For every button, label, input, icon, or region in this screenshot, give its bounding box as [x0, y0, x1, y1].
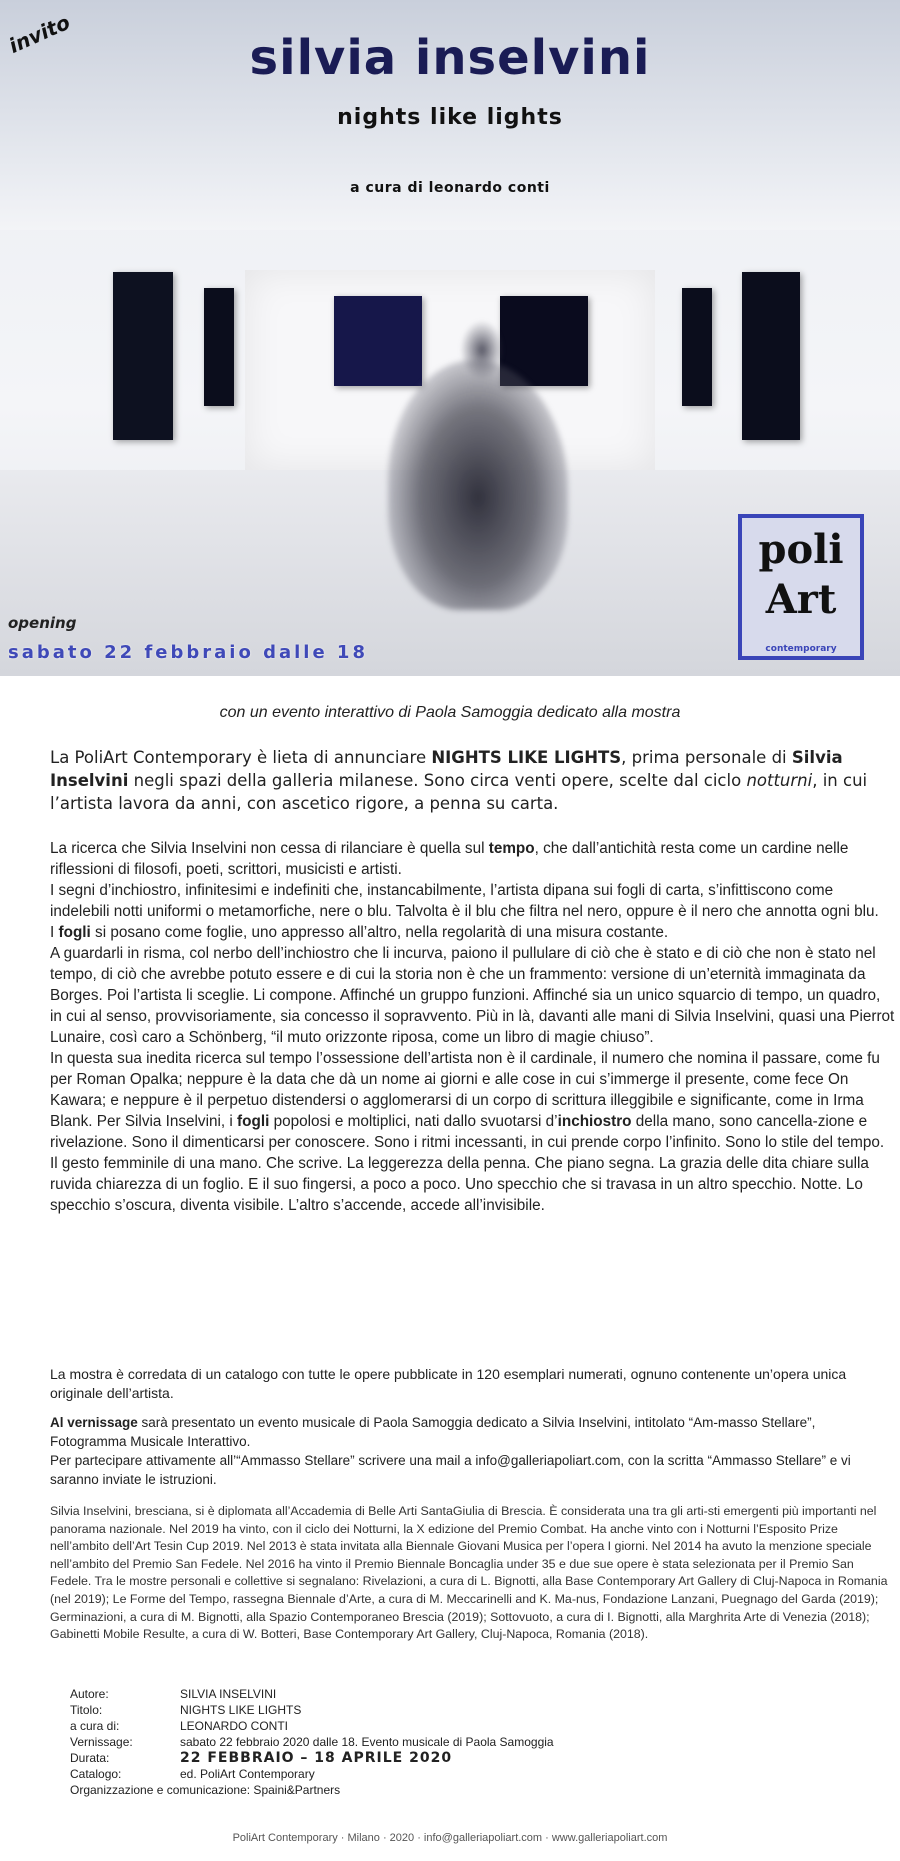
fact-value: SILVIA INSELVINI: [180, 1687, 277, 1701]
intro-artist-name: Silvia Inselvini: [50, 748, 843, 790]
logo-subtitle: contemporary: [765, 644, 837, 654]
fact-value: ed. PoliArt Contemporary: [180, 1767, 315, 1781]
fact-label: Autore:: [70, 1687, 109, 1701]
fact-row: [70, 1718, 850, 1734]
fact-row: [70, 1750, 850, 1766]
essay-text: In questa sua inedita ricerca sul tempo l’ossessione dell’artista non è il cardinale, il numero che nomina il passare, come fu per Roman Opalka; neppure è la data che dà un nome ai giorni e alle cose in cui s’immerge il presente, come fece On Kawara; e neppure è il perpetuo distendersi o agglomerarsi di un corpo di scrittura illeggibile e significante, come in Irma Blank. Per Silvia Inselvini, i: [50, 1050, 880, 1130]
logo-text-poli: poli: [758, 526, 844, 573]
fact-value: sabato 22 febbraio 2020 dalle 18. Evento musicale di Paola Samoggia: [180, 1735, 554, 1749]
invito-label: invito: [5, 9, 74, 58]
essay-text: , che dall’antichità resta come un cardine nelle riflessioni di filosofi, poeti, scrittori, musicisti e artisti.: [50, 840, 849, 878]
fact-row: [70, 1734, 850, 1750]
vernissage-note: [50, 1413, 895, 1489]
essay-paragraph: Il gesto femminile di una mano. Che scrive. La leggerezza della penna. Che piano segna. La grazia delle dita chiare sulla ruvida chiarezza di un foglio. E il suo fingersi, a poco a poco. Uno specchio che si travasa in un altro specchio. Notte. Lo specchio s’oscura, diventa visibile. L’altro s’accende, accede all’invisibile.: [50, 1155, 869, 1214]
fact-row: [70, 1702, 850, 1718]
essay-text: I: [50, 924, 59, 941]
essay-paragraph: [50, 1048, 895, 1153]
essay-bold: tempo: [488, 840, 535, 857]
opening-date: sabato 22 febbraio dalle 18: [8, 642, 368, 663]
artwork-frame: [334, 296, 422, 386]
essay-paragraph: A guardarli in risma, col nerbo dell’inchiostro che li incurva, paiono il pullulare di ciò che è stato e di ciò che non è stato nel tempo, di ciò che avrebbe potuto essere e di cui la storia non è che un frammento: versione di un’eternità immaginata da Borges. Poi l’artista li sceglie. Li compone. Affinché un gruppo funzioni. Affinché sia un unico squarcio di tempo, un quadro, in cui al senso, provvisoriamente, sia concesso il sopravvento. Più in là, davanti alle mani di Silvia Inselvini, quasi una Pierrot Lunaire, così caro a Schönberg, “il muto orizzonte riposa, come un libro di magie chiuso”.: [50, 945, 895, 1046]
essay-paragraph: [50, 838, 895, 880]
event-subtitle: con un evento interattivo di Paola Samoggia dedicato alla mostra: [219, 704, 681, 721]
curator-line: a cura di leonardo conti: [350, 180, 550, 196]
intro-text: negli spazi della galleria milanese. Sono circa venti opere, scelte dal ciclo: [128, 771, 747, 790]
artist-name: silvia inselvini: [249, 30, 651, 86]
essay-text: della mano, sono cancella-zione e rivelazione. Sono il dimenticarsi per conoscere. Sono i ritmi incessanti, in cui prende corpo l’infinito. Sono lo stile del tempo.: [50, 1113, 885, 1151]
essay-text: popolosi e moltiplici, nati dallo svuotarsi d’: [269, 1113, 558, 1130]
opening-label: opening: [8, 614, 77, 632]
vernissage-bold: Al vernissage: [50, 1415, 138, 1430]
show-title: nights like lights: [337, 105, 563, 130]
artwork-frame: [204, 288, 234, 406]
essay-bold: fogli: [237, 1113, 270, 1130]
fact-value: LEONARDO CONTI: [180, 1719, 289, 1733]
vernissage-line: [50, 1413, 895, 1451]
fact-row: [70, 1766, 850, 1782]
page-footer: PoliArt Contemporary · Milano · 2020 · info@galleriapoliart.com · www.galleriapoliart.com: [232, 1832, 668, 1844]
intro-cycle-name: notturni: [746, 771, 813, 790]
fact-label: Catalogo:: [70, 1767, 122, 1781]
essay-text: La ricerca che Silvia Inselvini non cessa di rilanciare è quella sul: [50, 840, 489, 857]
intro-text: La PoliArt Contemporary è lieta di annunciare: [50, 748, 432, 767]
intro-text: , prima personale di: [621, 748, 792, 767]
artwork-frame: [742, 272, 800, 440]
vernissage-line: Per partecipare attivamente all’“Ammasso Stellare” scrivere una mail a info@galleriapoliart.com, con la scritta “Ammasso Stellare” e vi saranno inviate le istruzioni.: [50, 1453, 851, 1487]
fact-value: NIGHTS LIKE LIGHTS: [180, 1703, 302, 1717]
logo-text-art: Art: [765, 576, 837, 623]
fact-label: a cura di:: [70, 1719, 120, 1733]
artwork-frame: [113, 272, 173, 440]
invitation-hero: [0, 0, 900, 676]
intro-show-title: NIGHTS LIKE LIGHTS: [431, 748, 622, 767]
exhibition-facts: [70, 1686, 850, 1798]
fact-row: [70, 1686, 850, 1702]
essay-bold: inchiostro: [557, 1113, 632, 1130]
fact-value: 22 FEBBRAIO – 18 APRILE 2020: [180, 1750, 453, 1766]
fact-label: Vernissage:: [70, 1735, 133, 1749]
essay-text: si posano come foglie, uno appresso all’altro, nella regolarità di una misura costante.: [90, 924, 669, 941]
essay-paragraph: [50, 922, 895, 943]
catalog-note: La mostra è corredata di un catalogo con tutte le opere pubblicate in 120 esemplari numerati, ognuno contenente un’opera unica originale dell’artista.: [50, 1366, 847, 1401]
essay-bold: fogli: [58, 924, 91, 941]
poliart-logo: [738, 514, 864, 660]
artist-bio: Silvia Inselvini, bresciana, si è diplomata all’Accademia di Belle Arti SantaGiulia di Brescia. È considerata una tra gli arti-sti emergenti più importanti nel panorama nazionale. Nel 2019 ha vinto, con il ciclo dei Notturni, la X edizione del Premio Combat. Ha anche vinto con i Notturni l’Esposito Prize nell’ambito dell’Art Tesin Cup 2019. Nel 2013 è stata invitata alla Biennale Giovani Musica per l’opera I giorni. Nel 2014 ha avuto la menzione speciale nell’ambito del Premio San Fedele. Nel 2016 ha vinto il Premio Biennale Boncaglia under 35 e due sue opere è stata selezionata per il Premio San Fedele. Tra le mostre personali e collettive si segnalano: Rivelazioni, a cura di L. Bignotti, alla Base Contemporary Art Gallery di Cluj-Napoca in Romania (nel 2019); Le Forme del Tempo, rassegna Biennale d’Arte, a cura di M. Meccarinelli and K. Ma-nus, Fondazione Lanzani, Puegnago del Garda (2019); Germinazioni, a cura di M. Bignotti, alla Spazio Contemporaneo Brescia (2019); Sottovuoto, a cura di I. Bignotti, alla Marghrita Arte di Venezia (2018); Gabinetti Mobile Resulte, a cura di W. Botteri, Base Contemporary Art Gallery, Cluj-Napoca, Romania (2018).: [50, 1504, 888, 1642]
intro-paragraph: [50, 746, 895, 815]
fact-label: Durata:: [70, 1751, 110, 1765]
intro-text: , in cui l’artista lavora da anni, con ascetico rigore, a penna su carta.: [50, 771, 868, 813]
fact-label: Titolo:: [70, 1703, 103, 1717]
vernissage-text: sarà presentato un evento musicale di Paola Samoggia dedicato a Silvia Inselvini, intitolato “Am-masso Stellare”, Fotogramma Musicale Interattivo.: [50, 1415, 816, 1449]
artwork-frame: [682, 288, 712, 406]
essay-body: [50, 838, 895, 1216]
essay-paragraph: I segni d’inchiostro, infinitesimi e indefiniti che, instancabilmente, l’artista dipana sui fogli di carta, s’infittiscono come indelebili notti uniformi o metamorfiche, nere o blu. Talvolta è il blu che filtra nel nero, oppure è il nero che annotta ogni blu.: [50, 882, 879, 920]
fact-row-organization: Organizzazione e comunicazione: Spaini&Partners: [70, 1783, 341, 1797]
